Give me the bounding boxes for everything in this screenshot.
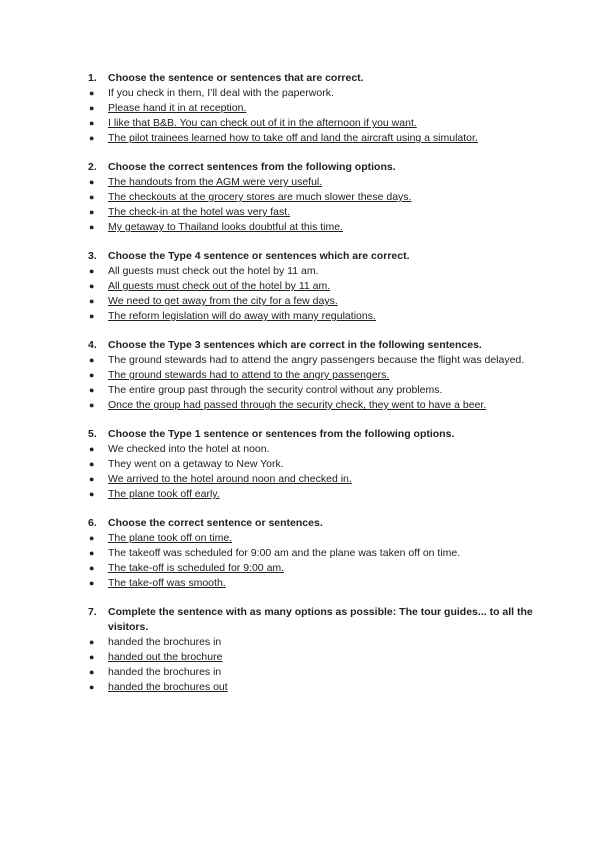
bullet-icon: ● — [89, 207, 95, 217]
option-item — [88, 86, 533, 101]
option-text-correct: All guests must check out of the hotel by 11 am. — [108, 280, 331, 292]
options-list — [88, 442, 533, 502]
bullet-icon: ● — [89, 370, 95, 380]
option-item — [88, 279, 533, 294]
option-text: They went on a getaway to New York. — [108, 458, 284, 470]
option-item — [88, 175, 533, 190]
option-text-correct: handed the brochures out — [108, 681, 228, 693]
option-item — [88, 220, 533, 235]
option-text-correct: I like that B&B. You can check out of it in the afternoon if you want. — [108, 117, 417, 129]
option-text: The ground stewards had to attend the angry passengers because the flight was delayed. — [108, 354, 525, 366]
bullet-icon: ● — [89, 296, 95, 306]
option-text-correct: The plane took off early. — [108, 488, 220, 500]
question-title: Choose the Type 1 sentence or sentences from the following options. — [108, 428, 455, 440]
question-7 — [88, 605, 533, 695]
question-1 — [88, 71, 533, 146]
option-item — [88, 131, 533, 146]
options-list — [88, 175, 533, 235]
options-list — [88, 353, 533, 413]
quiz-content — [88, 71, 533, 709]
option-item — [88, 561, 533, 576]
option-item — [88, 472, 533, 487]
options-list — [88, 264, 533, 324]
bullet-icon: ● — [89, 667, 95, 677]
question-heading — [88, 160, 533, 175]
option-item — [88, 294, 533, 309]
option-text-correct: handed out the brochure — [108, 651, 223, 663]
question-number: 6. — [88, 517, 97, 529]
bullet-icon: ● — [89, 548, 95, 558]
question-number: 7. — [88, 606, 97, 618]
bullet-icon: ● — [89, 118, 95, 128]
option-text-correct: My getaway to Thailand looks doubtful at this time. — [108, 221, 344, 233]
question-title: Choose the Type 3 sentences which are correct in the following sentences. — [108, 339, 482, 351]
option-item — [88, 635, 533, 650]
bullet-icon: ● — [89, 489, 95, 499]
option-item — [88, 116, 533, 131]
option-item — [88, 264, 533, 279]
bullet-icon: ● — [89, 385, 95, 395]
option-text-correct: Once the group had passed through the security check, they went to have a beer. — [108, 399, 487, 411]
option-item — [88, 665, 533, 680]
bullet-icon: ● — [89, 459, 95, 469]
bullet-icon: ● — [89, 177, 95, 187]
bullet-icon: ● — [89, 311, 95, 321]
option-item — [88, 546, 533, 561]
question-title: Choose the correct sentences from the following options. — [108, 161, 396, 173]
question-4 — [88, 338, 533, 413]
bullet-icon: ● — [89, 533, 95, 543]
question-heading — [88, 427, 533, 442]
bullet-icon: ● — [89, 88, 95, 98]
option-text: The takeoff was scheduled for 9:00 am and the plane was taken off on time. — [108, 547, 461, 559]
bullet-icon: ● — [89, 444, 95, 454]
question-title: Choose the correct sentence or sentences. — [108, 517, 323, 529]
option-item — [88, 101, 533, 116]
option-text-correct: The take-off was smooth. — [108, 577, 226, 589]
option-text-correct: The check-in at the hotel was very fast. — [108, 206, 291, 218]
option-item — [88, 205, 533, 220]
options-list — [88, 635, 533, 695]
question-heading — [88, 71, 533, 86]
question-5 — [88, 427, 533, 502]
question-3 — [88, 249, 533, 324]
bullet-icon: ● — [89, 637, 95, 647]
option-item — [88, 457, 533, 472]
question-2 — [88, 160, 533, 235]
bullet-icon: ● — [89, 400, 95, 410]
option-text: If you check in them, I’ll deal with the paperwork. — [108, 87, 334, 99]
option-text-correct: We arrived to the hotel around noon and checked in. — [108, 473, 352, 485]
option-item — [88, 353, 533, 368]
option-text: We checked into the hotel at noon. — [108, 443, 270, 455]
question-title: Choose the Type 4 sentence or sentences which are correct. — [108, 250, 410, 262]
option-text-correct: The handouts from the AGM were very useful. — [108, 176, 323, 188]
bullet-icon: ● — [89, 474, 95, 484]
bullet-icon: ● — [89, 281, 95, 291]
question-number: 1. — [88, 72, 97, 84]
question-number: 5. — [88, 428, 97, 440]
question-6 — [88, 516, 533, 591]
option-item — [88, 368, 533, 383]
bullet-icon: ● — [89, 133, 95, 143]
bullet-icon: ● — [89, 578, 95, 588]
bullet-icon: ● — [89, 682, 95, 692]
bullet-icon: ● — [89, 266, 95, 276]
option-item — [88, 309, 533, 324]
option-text-correct: The checkouts at the grocery stores are much slower these days. — [108, 191, 412, 203]
option-item — [88, 531, 533, 546]
option-item — [88, 190, 533, 205]
options-list — [88, 531, 533, 591]
question-heading — [88, 249, 533, 264]
option-item — [88, 576, 533, 591]
bullet-icon: ● — [89, 192, 95, 202]
question-title: Complete the sentence with as many options as possible: The tour guides... to all the visitors. — [108, 606, 533, 633]
bullet-icon: ● — [89, 355, 95, 365]
question-number: 2. — [88, 161, 97, 173]
bullet-icon: ● — [89, 103, 95, 113]
option-text-correct: Please hand it in at reception. — [108, 102, 247, 114]
option-item — [88, 680, 533, 695]
question-title: Choose the sentence or sentences that are correct. — [108, 72, 364, 84]
options-list — [88, 86, 533, 146]
option-text: handed the brochures in — [108, 666, 222, 678]
bullet-icon: ● — [89, 222, 95, 232]
question-heading — [88, 338, 533, 353]
option-text-correct: We need to get away from the city for a few days. — [108, 295, 338, 307]
option-text-correct: The ground stewards had to attend to the angry passengers. — [108, 369, 390, 381]
question-heading — [88, 605, 533, 635]
option-text: The entire group past through the security control without any problems. — [108, 384, 443, 396]
option-item — [88, 398, 533, 413]
option-text-correct: The plane took off on time. — [108, 532, 233, 544]
question-heading — [88, 516, 533, 531]
option-item — [88, 383, 533, 398]
option-text-correct: The pilot trainees learned how to take off and land the aircraft using a simulator. — [108, 132, 478, 144]
bullet-icon: ● — [89, 563, 95, 573]
option-item — [88, 442, 533, 457]
option-item — [88, 487, 533, 502]
bullet-icon: ● — [89, 652, 95, 662]
question-number: 4. — [88, 339, 97, 351]
option-text-correct: The reform legislation will do away with many regulations. — [108, 310, 376, 322]
option-item — [88, 650, 533, 665]
option-text-correct: The take-off is scheduled for 9:00 am. — [108, 562, 285, 574]
option-text: All guests must check out the hotel by 11 am. — [108, 265, 319, 277]
option-text: handed the brochures in — [108, 636, 222, 648]
question-number: 3. — [88, 250, 97, 262]
